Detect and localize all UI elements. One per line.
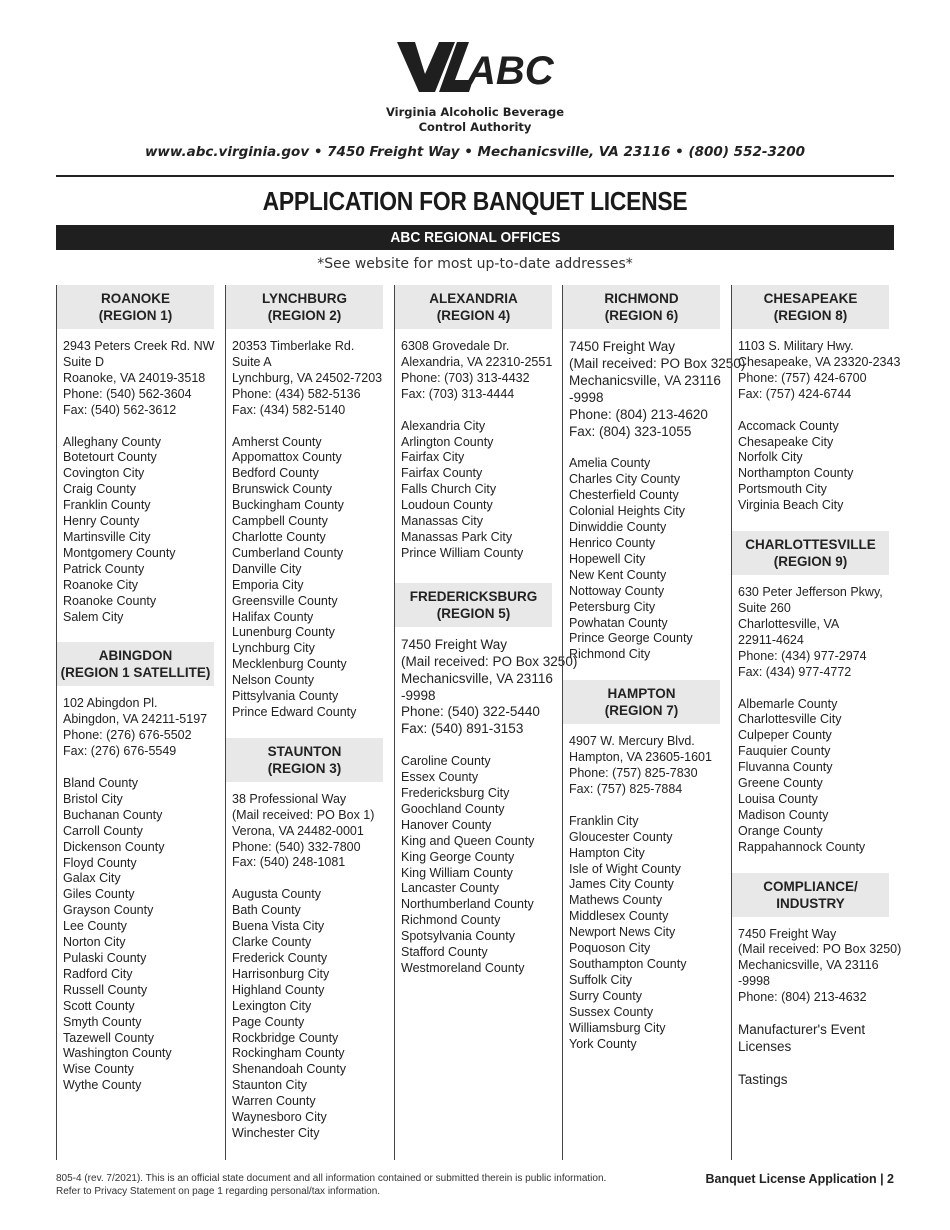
locality-item: Portsmouth City (738, 482, 827, 497)
address-line: Fax: (434) 977-4772 (738, 664, 852, 679)
office-body-roanoke (57, 329, 214, 625)
locality-item: Stafford County (401, 945, 488, 960)
column-5 (731, 285, 902, 1160)
locality-item: Henrico County (569, 535, 656, 550)
locality-item: Roanoke County (63, 593, 157, 608)
text-line: Licenses (738, 1039, 792, 1054)
locality-item: Prince Edward County (232, 704, 357, 719)
address-line: Fax: (757) 825-7884 (569, 781, 683, 796)
office-header-charlottesville: CHARLOTTESVILLE (REGION 9) (732, 531, 889, 575)
address-line: Lynchburg, VA 24502-7203 (232, 370, 383, 385)
locality-item: Hampton City (569, 845, 645, 860)
office-address (401, 636, 578, 738)
locality-item: Botetourt County (63, 450, 157, 465)
locality-item: Rockingham County (232, 1046, 345, 1061)
office-header-chesapeake: CHESAPEAKE (REGION 8) (732, 285, 889, 329)
address-line: Phone: (703) 313-4432 (401, 370, 530, 385)
locality-item: Albemarle County (738, 696, 838, 711)
address-line: (Mail received: PO Box 3250) (569, 355, 746, 371)
address-line: Mechanicsville, VA 23116 (569, 372, 721, 388)
locality-item: Dickenson County (63, 839, 165, 854)
locality-item: Pittsylvania County (232, 689, 339, 704)
address-line: Mechanicsville, VA 23116 (401, 670, 553, 686)
office-body-lynchburg (226, 329, 383, 721)
locality-item: Dinwiddie County (569, 520, 667, 535)
locality-item: Montgomery County (63, 545, 176, 560)
office-body-charlottesville (732, 575, 889, 856)
locality-item: Chesterfield County (569, 488, 679, 503)
address-line: Charlottesville, VA (738, 616, 840, 631)
locality-item: Craig County (63, 482, 136, 497)
address-line: 20353 Timberlake Rd. (232, 339, 355, 353)
locality-item: Northumberland County (401, 897, 534, 912)
office-header-lynchburg: LYNCHBURG (REGION 2) (226, 285, 383, 329)
locality-list (63, 435, 214, 626)
locality-item: Hopewell City (569, 551, 646, 566)
locality-item: King George County (401, 849, 515, 864)
address-line: Phone: (434) 582-5136 (232, 386, 361, 401)
office-address (738, 339, 901, 403)
address-line: Fax: (540) 248-1081 (232, 855, 346, 870)
locality-item: Amelia County (569, 456, 651, 471)
office-address (401, 339, 552, 403)
locality-item: Pulaski County (63, 951, 147, 965)
locality-item: Essex County (401, 770, 479, 785)
locality-item: Poquoson City (569, 941, 651, 956)
address-line: 7450 Freight Way (401, 636, 508, 652)
section-band: ABC REGIONAL OFFICES (56, 225, 894, 250)
office-header-staunton: STAUNTON (REGION 3) (226, 738, 383, 782)
office-body-hampton (563, 724, 720, 1052)
address-line: Fax: (804) 323-1055 (569, 423, 692, 439)
address-line: Roanoke, VA 24019-3518 (63, 370, 206, 385)
compliance-extra-licenses (738, 1022, 889, 1056)
locality-list (401, 754, 552, 977)
locality-item: Buckingham County (232, 498, 344, 513)
address-line: 6308 Grovedale Dr. (401, 339, 510, 353)
address-line: (Mail received: PO Box 3250) (401, 653, 578, 669)
locality-item: Frederick County (232, 951, 328, 965)
locality-item: Lee County (63, 919, 127, 934)
locality-list (401, 419, 552, 562)
locality-item: Staunton City (232, 1078, 308, 1093)
locality-item: Fluvanna County (738, 760, 833, 775)
office-body-compliance (732, 917, 902, 1089)
address-line: -9998 (401, 687, 436, 703)
locality-item: Cumberland County (232, 545, 344, 560)
address-note: *See website for most up-to-date addresses* (317, 256, 633, 272)
address-line: 2943 Peters Creek Rd. NW (63, 339, 215, 353)
office-header-alexandria: ALEXANDRIA (REGION 4) (395, 285, 552, 329)
locality-item: Lexington City (232, 998, 312, 1013)
locality-item: Greensville County (232, 593, 338, 608)
locality-item: Galax City (63, 871, 121, 886)
locality-item: Fredericksburg City (401, 786, 510, 801)
locality-item: Covington City (63, 466, 145, 481)
locality-item: Sussex County (569, 1004, 654, 1019)
locality-item: Clarke County (232, 935, 312, 950)
office-address (63, 696, 214, 760)
locality-item: Loudoun County (401, 498, 493, 513)
office-header-roanoke: ROANOKE (REGION 1) (57, 285, 214, 329)
locality-item: Newport News City (569, 925, 676, 940)
address-line: Alexandria, VA 22310-2551 (401, 354, 553, 369)
address-line: Abingdon, VA 24211-5197 (63, 712, 208, 727)
locality-item: Floyd County (63, 855, 137, 870)
column-2 (225, 285, 383, 1160)
office-body-abingdon (57, 686, 214, 1094)
address-line: Fax: (703) 313-4444 (401, 386, 515, 401)
locality-item: King and Queen County (401, 833, 535, 848)
locality-item: Amherst County (232, 434, 322, 449)
address-line: Phone: (540) 322-5440 (401, 704, 540, 720)
office-header-abingdon: ABINGDON (REGION 1 SATELLITE) (57, 642, 214, 686)
column-4 (562, 285, 746, 1160)
locality-item: Chesapeake City (738, 434, 834, 449)
address-line: Verona, VA 24482-0001 (232, 823, 364, 838)
locality-item: Scott County (63, 998, 135, 1013)
locality-item: Warren County (232, 1094, 316, 1109)
text-line: -9998 (738, 974, 770, 989)
locality-item: Isle of Wight County (569, 861, 681, 876)
locality-item: Accomack County (738, 418, 839, 433)
address-line: 7450 Freight Way (569, 339, 676, 354)
office-header-richmond: RICHMOND (REGION 6) (563, 285, 720, 329)
locality-item: Patrick County (63, 561, 145, 576)
locality-list (738, 697, 889, 856)
address-line: Fax: (434) 582-5140 (232, 402, 346, 417)
locality-item: King William County (401, 865, 513, 880)
locality-item: Virginia Beach City (738, 498, 844, 513)
address-line: Phone: (434) 977-2974 (738, 648, 867, 663)
locality-item: Alexandria City (401, 418, 486, 433)
locality-item: Prince George County (569, 631, 693, 646)
locality-item: Wythe County (63, 1078, 142, 1093)
locality-item: Fairfax City (401, 450, 465, 465)
address-line: 22911-4624 (738, 632, 804, 647)
locality-item: Halifax County (232, 609, 314, 624)
address-line: Phone: (804) 213-4620 (569, 406, 708, 422)
column-3 (394, 285, 578, 1160)
locality-item: Bath County (232, 903, 301, 918)
locality-item: Arlington County (401, 434, 494, 449)
address-line: Fax: (757) 424-6744 (738, 386, 852, 401)
locality-item: Prince William County (401, 545, 524, 560)
column-1 (56, 285, 214, 1160)
locality-item: Appomattox County (232, 450, 342, 465)
address-line: 1103 S. Military Hwy. (738, 339, 854, 353)
organization-name: Virginia Alcoholic Beverage Control Authority (385, 105, 565, 134)
locality-item: Radford City (63, 966, 133, 981)
locality-item: Caroline County (401, 754, 491, 769)
locality-item: Manassas City (401, 514, 483, 529)
office-header-compliance: COMPLIANCE/ INDUSTRY (732, 873, 889, 917)
address-line: Suite 260 (738, 600, 791, 615)
locality-item: York County (569, 1036, 637, 1051)
locality-item: Grayson County (63, 903, 154, 918)
locality-item: Southampton County (569, 957, 687, 971)
locality-item: Spotsylvania County (401, 929, 515, 944)
locality-item: Manassas Park City (401, 529, 513, 544)
locality-item: Charles City County (569, 472, 681, 487)
locality-item: Augusta County (232, 887, 321, 902)
text-line: Manufacturer's Event (738, 1022, 866, 1038)
office-body-richmond (563, 329, 746, 663)
locality-item: Alleghany County (63, 434, 161, 449)
locality-list (569, 814, 720, 1053)
address-line: 102 Abingdon Pl. (63, 696, 158, 711)
locality-item: Gloucester County (569, 829, 673, 844)
locality-item: Fairfax County (401, 466, 483, 481)
locality-item: Salem City (63, 609, 124, 624)
address-line: 630 Peter Jefferson Pkwy, (738, 585, 883, 600)
address-line: Phone: (757) 424-6700 (738, 370, 867, 385)
locality-item: Campbell County (232, 514, 328, 529)
address-line: Phone: (540) 562-3604 (63, 386, 192, 401)
address-line: 38 Professional Way (232, 791, 347, 806)
office-address (232, 792, 383, 872)
locality-item: Richmond County (401, 913, 501, 928)
locality-item: Danville City (232, 561, 302, 576)
locality-item: Russell County (63, 982, 148, 997)
locality-item: New Kent County (569, 567, 667, 582)
locality-item: Lunenburg County (232, 625, 335, 640)
locality-item: Nelson County (232, 673, 314, 688)
locality-item: Madison County (738, 807, 829, 822)
locality-item: Harrisonburg City (232, 966, 330, 981)
locality-item: Bristol City (63, 791, 123, 806)
locality-item: Carroll County (63, 823, 143, 838)
locality-item: Emporia City (232, 577, 304, 592)
locality-item: Greene County (738, 776, 823, 791)
locality-list (232, 435, 383, 721)
locality-list (232, 887, 383, 1142)
text-line: Phone: (804) 213-4632 (738, 990, 867, 1005)
address-line: Fax: (540) 891-3153 (401, 721, 524, 737)
page-title: APPLICATION FOR BANQUET LICENSE (262, 186, 688, 216)
office-body-staunton (226, 782, 383, 1142)
locality-item: Charlotte County (232, 529, 326, 544)
locality-item: Hanover County (401, 817, 492, 832)
address-line: Phone: (540) 332-7800 (232, 839, 361, 854)
address-line: Fax: (276) 676-5549 (63, 744, 177, 759)
address-line: (Mail received: PO Box 1) (232, 807, 375, 822)
locality-item: Culpeper County (738, 728, 832, 743)
office-address (232, 339, 383, 419)
address-line: Chesapeake, VA 23320-2343 (738, 354, 901, 369)
locality-item: Buchanan County (63, 807, 163, 822)
locality-item: Highland County (232, 982, 325, 997)
locality-item: Powhatan County (569, 615, 668, 630)
locality-item: Waynesboro City (232, 1110, 327, 1125)
compliance-extra-tastings: Tastings (738, 1071, 788, 1087)
locality-item: Brunswick County (232, 482, 333, 497)
locality-item: Buena Vista City (232, 919, 325, 934)
locality-item: Shenandoah County (232, 1062, 346, 1077)
locality-item: Tazewell County (63, 1030, 155, 1045)
locality-item: Westmoreland County (401, 961, 525, 975)
footer-page-label: Banquet License Application | 2 (705, 1172, 894, 1186)
locality-item: Norfolk City (738, 450, 803, 465)
locality-item: James City County (569, 877, 674, 892)
address-line: Fax: (540) 562-3612 (63, 402, 177, 417)
locality-list (63, 776, 214, 1094)
office-body-alexandria (395, 329, 552, 562)
locality-item: Mathews County (569, 893, 663, 908)
locality-item: Fauquier County (738, 744, 831, 759)
footer-notice: 805-4 (rev. 7/2021). This is an official state document and all information contained or submitted therein is public information. Refer to Privacy Statement on page 1 regarding personal/tax information. (56, 1173, 607, 1197)
locality-item: Louisa County (738, 791, 818, 806)
address-line: Suite D (63, 354, 104, 369)
address-line: Suite A (232, 354, 272, 369)
locality-item: Martinsville City (63, 529, 151, 544)
locality-item: Northampton County (738, 466, 854, 481)
locality-item: Norton City (63, 935, 126, 950)
locality-item: Rappahannock County (738, 839, 866, 854)
office-address (63, 339, 214, 419)
locality-item: Petersburg City (569, 599, 656, 614)
text-line: 7450 Freight Way (738, 926, 837, 941)
locality-item: Smyth County (63, 1014, 142, 1029)
locality-item: Orange County (738, 823, 823, 838)
locality-item: Richmond City (569, 647, 651, 662)
locality-item: Charlottesville City (738, 712, 842, 727)
office-address (569, 734, 720, 798)
office-header-fredericksburg: FREDERICKSBURG (REGION 5) (395, 583, 552, 627)
abc-logo-area (0, 40, 950, 101)
locality-item: Roanoke City (63, 577, 139, 592)
office-header-hampton: HAMPTON (REGION 7) (563, 680, 720, 724)
address-line: Phone: (757) 825-7830 (569, 766, 698, 781)
locality-item: Winchester City (232, 1125, 320, 1140)
locality-item: Wise County (63, 1062, 134, 1077)
office-address (569, 339, 746, 440)
locality-item: Falls Church City (401, 482, 497, 497)
locality-item: Giles County (63, 887, 135, 902)
address-line: Phone: (276) 676-5502 (63, 728, 192, 743)
locality-item: Rockbridge County (232, 1030, 339, 1045)
locality-item: Page County (232, 1014, 305, 1029)
svg-text:ABC: ABC (467, 49, 554, 93)
office-body-fredericksburg (395, 627, 578, 977)
locality-item: Nottoway County (569, 583, 665, 598)
locality-item: Suffolk City (569, 972, 632, 987)
text-line: (Mail received: PO Box 3250) (738, 942, 902, 957)
locality-item: Middlesex County (569, 909, 669, 924)
locality-item: Williamsburg City (569, 1020, 666, 1035)
locality-item: Bedford County (232, 466, 319, 481)
locality-item: Lynchburg City (232, 641, 315, 656)
office-body-chesapeake (732, 329, 901, 514)
locality-item: Colonial Heights City (569, 504, 686, 519)
office-address-compliance (738, 926, 902, 1007)
address-line: -9998 (569, 389, 604, 405)
locality-item: Franklin County (63, 498, 151, 513)
locality-item: Lancaster County (401, 881, 499, 896)
locality-item: Surry County (569, 988, 642, 1003)
header-rule (56, 175, 894, 177)
locality-list (569, 456, 720, 663)
address-line: 4907 W. Mercury Blvd. (569, 734, 695, 749)
address-line: Hampton, VA 23605-1601 (569, 750, 712, 765)
abc-logo (395, 40, 555, 96)
locality-item: Franklin City (569, 813, 639, 828)
office-address (738, 585, 889, 680)
locality-item: Bland County (63, 776, 139, 791)
locality-item: Washington County (63, 1046, 172, 1061)
contact-line: www.abc.virginia.gov • 7450 Freight Way • Mechanicsville, VA 23116 • (800) 552-3200 (144, 144, 806, 160)
text-line: Mechanicsville, VA 23116 (738, 958, 879, 973)
locality-list (738, 419, 889, 514)
locality-item: Goochland County (401, 801, 505, 816)
locality-item: Mecklenburg County (232, 657, 347, 672)
locality-item: Henry County (63, 514, 140, 529)
